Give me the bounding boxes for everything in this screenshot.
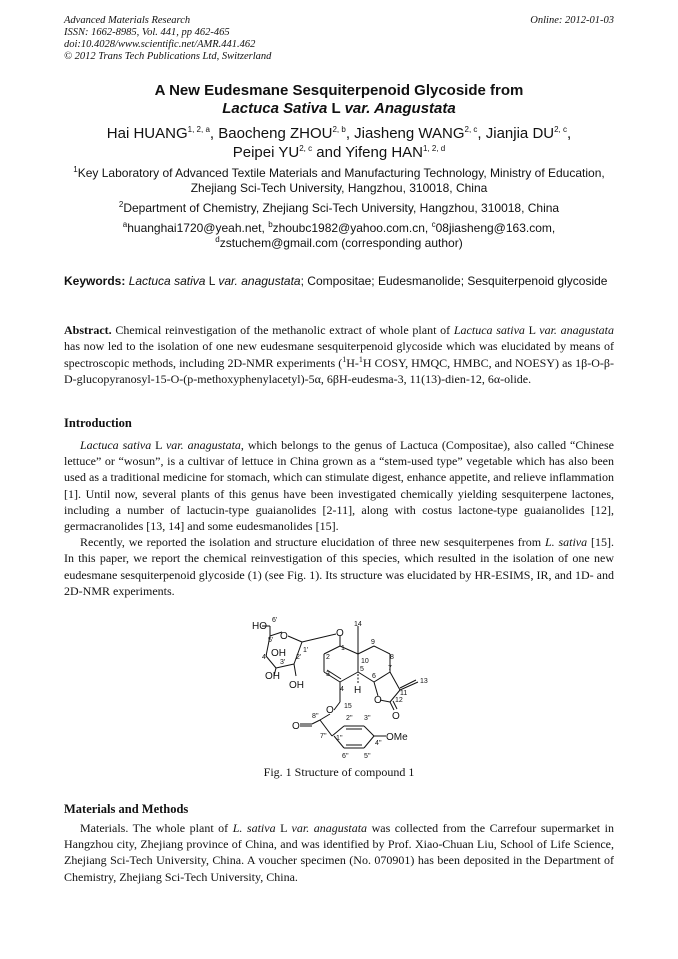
- label-oh2: OH: [265, 671, 280, 682]
- keyword-mid: L: [205, 274, 219, 288]
- affiliation-1: [64, 166, 614, 196]
- title-variety: var. Anagustata: [344, 100, 456, 117]
- mm-text: Materials. The whole plant of: [80, 821, 233, 835]
- introduction-heading: Introduction: [64, 416, 132, 430]
- num: 4: [340, 686, 344, 693]
- num: 7: [388, 665, 392, 672]
- journal-name: Advanced Materials Research: [64, 15, 191, 26]
- author-list: Hai HUANG$^{1, 2, a}$, Baocheng ZHOU$^{2, b}$, Jiasheng WANG$^{2, c}$, Jianjia DU$^{2, c}$, Peipei YU$^{2, c}$ and Yifeng HAN$^{1, 2, d}$: [106, 125, 572, 161]
- affiliation-2: [64, 201, 614, 216]
- title-line-2: [64, 100, 614, 118]
- num: 6: [372, 673, 376, 680]
- affil-sup: 1: [73, 165, 78, 174]
- abstract-text: H COSY, HMQC, HMBC, and NOESY) as 1β-O-β-D-glucopyranosyl-15-O-(p-methoxyphenylacetyl)-5α, 6βH-eudesma-3, 11(13)-dien-12, 6α-olide.: [64, 355, 614, 386]
- num: 9: [371, 639, 375, 646]
- keywords-label: Keywords:: [64, 274, 126, 288]
- num: 2': [296, 654, 302, 661]
- label-h: H: [354, 685, 362, 696]
- abstract-text: H-: [346, 355, 359, 370]
- title-species: Lactuca Sativa: [222, 100, 328, 117]
- num: 14: [354, 621, 362, 628]
- num: 3: [326, 671, 330, 678]
- num: 12: [395, 697, 403, 704]
- intro-text: L: [151, 438, 166, 452]
- num: 4': [262, 654, 268, 661]
- num: 5': [268, 637, 274, 644]
- author-sup: 1, 2, a: [187, 125, 210, 134]
- label-o-lactone: O: [374, 695, 382, 706]
- title-mid: L: [327, 100, 345, 117]
- label-o-carbonyl: O: [392, 711, 400, 722]
- num: 8: [390, 654, 394, 661]
- num: 11: [400, 690, 408, 697]
- issn-line: ISSN: 1662-8985, Vol. 441, pp 462-465: [64, 27, 230, 38]
- affiliations: [64, 166, 614, 256]
- journal-header: [64, 15, 271, 63]
- paper-title: [64, 82, 614, 118]
- materials-heading: Materials and Methods: [64, 802, 189, 816]
- copyright-line: © 2012 Trans Tech Publications Ltd, Switzerland: [64, 51, 272, 62]
- label-o-15: O: [326, 705, 334, 716]
- emails: $^a$huanghai1720@yeah.net, $^b$zhoubc1982@yahoo.com.cn, $^c$08jiasheng@163.com, $^d$zstuchem@gmail.com (corresponding author): [122, 220, 556, 250]
- author-sup: 2, c: [554, 125, 568, 134]
- email-a[interactable]: huanghai1720@yeah.net,: [127, 221, 265, 235]
- author-sup: 2, b: [332, 125, 346, 134]
- num: 2: [326, 654, 330, 661]
- keywords-rest: ; Compositae; Eudesmanolide; Sesquiterpenoid glycoside: [300, 274, 608, 288]
- label-o-ring: O: [280, 631, 288, 642]
- keyword: var. anagustata: [218, 274, 301, 288]
- label-o-ester: O: [292, 721, 300, 732]
- author: Peipei YU: [232, 144, 300, 161]
- mm-text: L: [275, 821, 292, 835]
- num: 1: [341, 645, 345, 652]
- num: 3': [280, 659, 286, 666]
- intro-text: Recently, we reported the isolation and structure elucidation of three new sesquiterpenes from: [80, 535, 545, 550]
- label-o-link: O: [336, 628, 344, 639]
- online-date: Online: 2012-01-03: [530, 15, 614, 26]
- label-ome: OMe: [386, 732, 408, 743]
- author-sup: 1, 2, d: [423, 144, 446, 153]
- affil-text: Key Laboratory of Advanced Textile Materials and Manufacturing Technology, Ministry of Education, Zhejiang Sci-Tech University, Hangzhou, 310018, China: [77, 166, 605, 195]
- mm-italic: var. anagustata: [291, 821, 368, 835]
- materials-body: [64, 820, 614, 885]
- abstract-text: Chemical reinvestigation of the methanolic extract of whole plant of: [111, 323, 454, 337]
- email-c[interactable]: 08jiasheng@163.com,: [435, 221, 556, 235]
- author: Hai HUANG: [106, 125, 188, 142]
- keywords: [64, 274, 614, 289]
- abstract-text: L: [524, 323, 540, 337]
- keyword: Lactuca sativa: [128, 274, 206, 288]
- abstract: Abstract. Chemical reinvestigation of the methanolic extract of whole plant of Lactuca sativa L var. anagustata has now led to the isolation of one new eudesmane sesquiterpenoid glycoside which was elucidated by means of spectroscopic methods, including 2D-NMR experiments ($^1$H-$^1$H COSY, HMQC, HMBC, and NOESY) as 1β-O-β-D-glucopyranosyl-15-O-(p-methoxyphenylacetyl)-5α, 6βH-eudesma-3, 11(13)-dien-12, 6α-olide.: [64, 323, 614, 386]
- num: 3'': [364, 715, 371, 722]
- intro-italic: L. sativa: [544, 535, 588, 550]
- affil-sup: 2: [118, 200, 124, 209]
- num: 6': [272, 617, 278, 624]
- structure-figure: [240, 612, 440, 762]
- affil-text: Department of Chemistry, Zhejiang Sci-Tech University, Hangzhou, 310018, China: [123, 201, 560, 215]
- label-ho: HO: [252, 621, 267, 632]
- email-d[interactable]: zstuchem@gmail.com (corresponding author): [219, 236, 463, 250]
- num: 15: [344, 703, 352, 710]
- author-sup: 2, c: [299, 144, 313, 153]
- abstract-text: has now led to the isolation of one new eudesmane sesquiterpenoid glycoside which was elucidated by means of spectroscopic methods, including 2D-NMR experiments (: [64, 339, 614, 370]
- figure-caption: Fig. 1 Structure of compound 1: [263, 765, 415, 779]
- introduction-body: [64, 437, 614, 599]
- author: Jiasheng WANG: [354, 125, 465, 142]
- author: Baocheng ZHOU: [218, 125, 333, 142]
- intro-italic: Lactuca sativa: [80, 438, 152, 452]
- doi-line: doi:10.4028/www.scientific.net/AMR.441.462: [64, 39, 256, 50]
- intro-paragraph-1: [64, 437, 614, 534]
- abstract-italic: Lactuca sativa: [453, 323, 525, 337]
- num: 13: [420, 678, 428, 685]
- materials-paragraph: [64, 820, 614, 885]
- author: Jianjia DU: [485, 125, 555, 142]
- mm-text: was collected from the Carrefour supermarket in Hangzhou city, Zhejiang province of China, and was identified by Prof. Xiao-Chuan Liu, School of Life Science, Zhejiang Sci-Tech University, China. A voucher specimen (No. 070901) has been deposited in the Department of Chemistry, Zhejiang Sci-Tech University, China.: [64, 821, 614, 884]
- num: 4'': [375, 740, 382, 747]
- num: 2'': [346, 715, 353, 722]
- intro-text: , which belongs to the genus of Lactuca (Compositae), also called “Chinese lettuce” or “wosun”, is a cultivar of lettuce in China grown as a “stem-used type” vegetable which has also been used as a traditional medicine for stomach, which can stimulate digest, enhance appetite, and relieve inflammation [1]. Until now, several plants of this genus have been investigated chemically yielding sesquiterpene lactones, including a number of lactucin-type guaianolides [2-11], along with costus lactone-type guaianolides [12], germacranolides [13, 14] and some eudesmanolides [15].: [64, 438, 614, 534]
- author-sup: 2, c: [464, 125, 478, 134]
- num: 1': [303, 647, 309, 654]
- num: 1'': [336, 735, 343, 742]
- num: 6'': [342, 753, 349, 760]
- label-oh1: OH: [271, 648, 286, 659]
- intro-paragraph-2: [64, 534, 614, 599]
- intro-italic: var. anagustata: [165, 438, 241, 452]
- mm-italic: L. sativa: [232, 821, 276, 835]
- num: 5'': [364, 753, 371, 760]
- label-oh3: OH: [289, 680, 304, 691]
- num: 5: [360, 666, 364, 673]
- num: 10: [361, 658, 369, 665]
- author: Yifeng HAN: [345, 144, 423, 161]
- num: 7'': [320, 733, 327, 740]
- num: 8'': [312, 713, 319, 720]
- abstract-label: Abstract.: [64, 323, 112, 337]
- email-b[interactable]: zhoubc1982@yahoo.com.cn,: [272, 221, 429, 235]
- title-line-1: A New Eudesmane Sesquiterpenoid Glycoside from: [154, 82, 524, 99]
- intro-text: [15]. In this paper, we report the chemical reinvestigation of this species, which resulted in the isolation of one new eudesmane sesquiterpenoid glycoside (1) (see Fig. 1). Its structure was elucidated by HR-ESIMS, IR, and 1D- and 2D-NMR experiments.: [64, 535, 614, 598]
- abstract-italic: var. anagustata: [539, 323, 614, 337]
